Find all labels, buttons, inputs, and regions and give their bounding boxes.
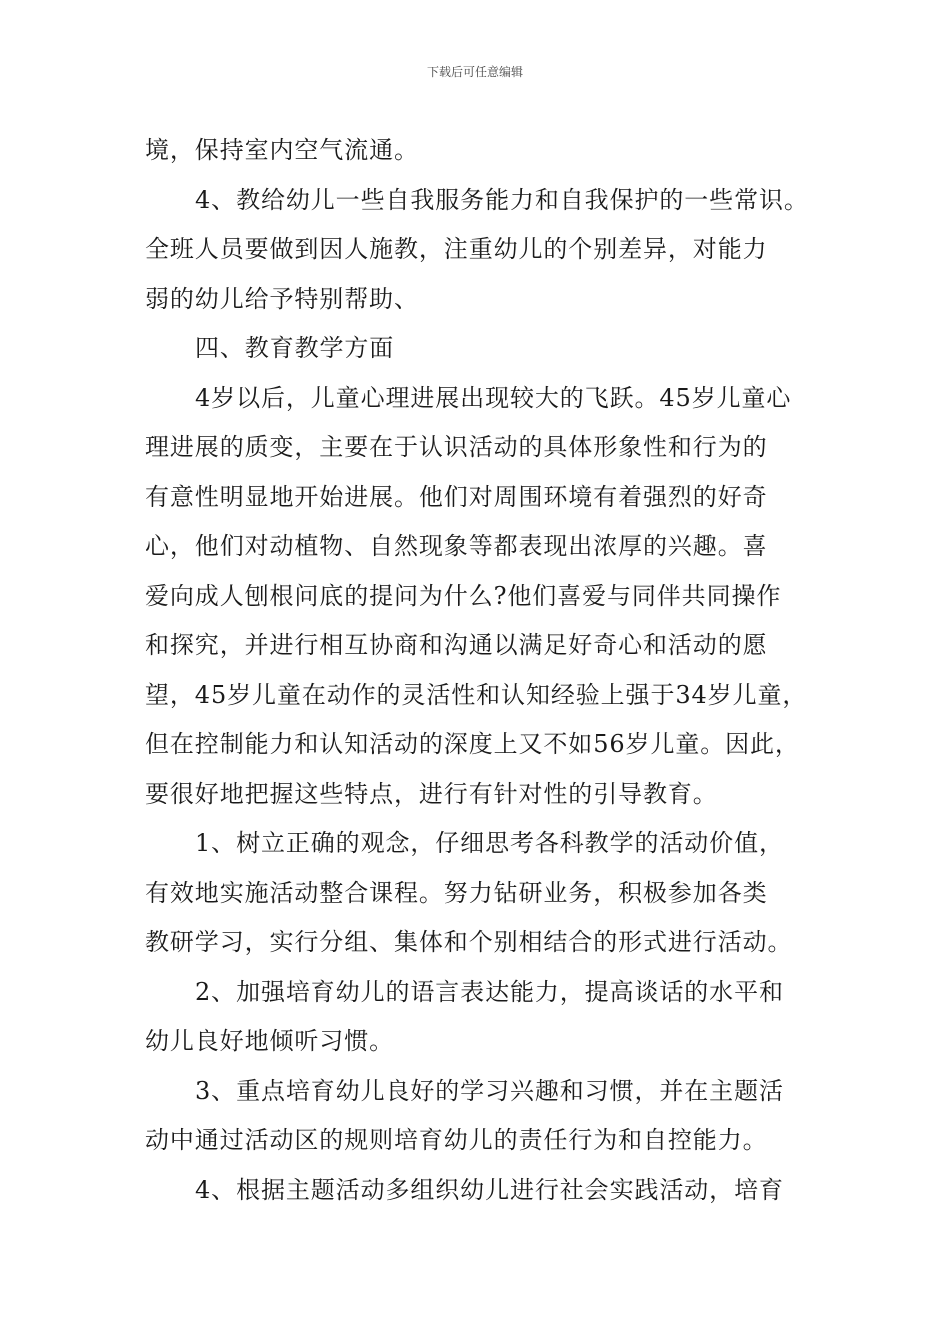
list-item: 1、树立正确的观念，仔细思考各科教学的活动价值， 有效地实施活动整合课程。努力钻研业务，积极参加各类 教研学习，实行分组、集体和个别相结合的形式进行活动。 [145, 829, 793, 956]
list-item: 2、加强培育幼儿的语言表达能力，提高谈话的水平和 幼儿良好地倾听习惯。 [145, 977, 784, 1055]
document-body [145, 126, 825, 1215]
page-header: 下载后可任意编辑 [426, 65, 523, 79]
section-heading: 四、教育教学方面 [195, 334, 395, 362]
paragraph: 境，保持室内空气流通。 [145, 136, 419, 164]
list-item: 3、重点培育幼儿良好的学习兴趣和习惯，并在主题活 动中通过活动区的规则培育幼儿的责任行为和自控能力。 [145, 1076, 784, 1154]
paragraph: 4岁以后，儿童心理进展出现较大的飞跃。45岁儿童心 理进展的质变，主要在于认识活动的具体形象性和行为的 有意性明显地开始进展。他们对周围环境有着强烈的好奇 心，他们对动植物、自然现象等都表现出浓厚的兴趣。喜 爱向成人刨根问底的提问为什么?他们喜爱与同伴共同操作 和探究，并进行相互协商和沟通以满足好奇心和活动的愿 望，45岁儿童在动作的灵活性和认知经验上强于34岁儿童， 但在控制能力和认知活动的深度上又不如56岁儿童。因此， 要很好地把握这些特点，进行有针对性的引导教育。 [145, 383, 808, 808]
list-item: 4、根据主题活动多组织幼儿进行社会实践活动，培育 [195, 1175, 784, 1204]
paragraph: 4、教给幼儿一些自我服务能力和自我保护的一些常识。 全班人员要做到因人施教，注重幼儿的个别差异，对能力 弱的幼儿给予特别帮助、 [145, 185, 809, 313]
